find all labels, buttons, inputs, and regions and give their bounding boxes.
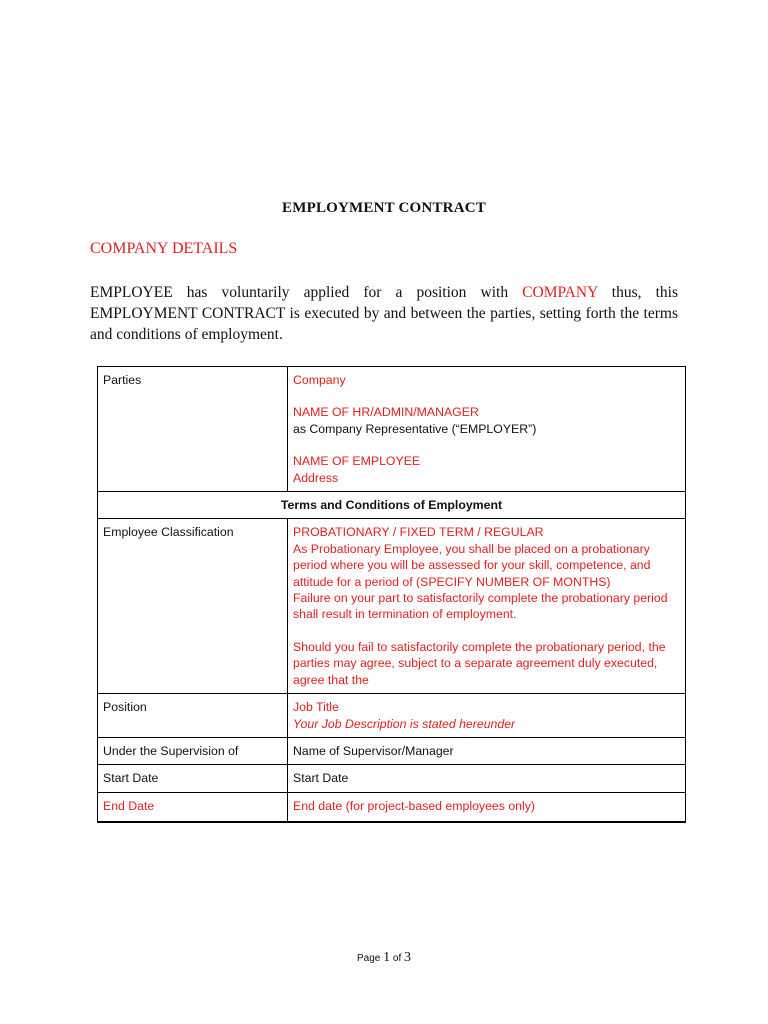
- start-date-value: Start Date: [288, 765, 686, 792]
- classification-p3: Should you fail to satisfactorily complete the probationary period, the parties may agree, subject to a separate agreement duly executed, agree that the: [293, 639, 666, 687]
- terms-heading: Terms and Conditions of Employment: [98, 492, 686, 519]
- supervision-value: Name of Supervisor/Manager: [288, 737, 686, 764]
- footer-page-word: Page: [356, 953, 384, 964]
- parties-employee: NAME OF EMPLOYEE: [293, 454, 421, 469]
- footer-current-page: 1: [383, 950, 391, 965]
- intro-text-2: thus, this EMPLOYMENT CONTRACT is executed by and between the parties, setting forth the terms and conditions of employment.: [90, 284, 678, 343]
- contract-table: [97, 366, 686, 823]
- table-row: [98, 792, 686, 822]
- end-date-value: End date (for project-based employees only): [288, 792, 686, 822]
- table-row: [98, 765, 686, 792]
- parties-manager: NAME OF HR/ADMIN/MANAGER: [293, 405, 479, 420]
- page-footer: [0, 950, 768, 966]
- classification-types: PROBATIONARY / FIXED TERM / REGULAR: [293, 525, 544, 540]
- parties-representative: as Company Representative (“EMPLOYER”): [293, 421, 537, 436]
- footer-total-pages: 3: [404, 950, 412, 965]
- footer-of-word: of: [390, 953, 405, 964]
- supervision-label: Under the Supervision of: [98, 737, 288, 764]
- table-row: [98, 519, 686, 694]
- position-job-title: Job Title: [293, 700, 339, 715]
- position-cell: [288, 694, 686, 738]
- classification-p2: Failure on your part to satisfactorily complete the probationary period shall result in termination of employment.: [293, 591, 668, 622]
- position-job-desc: Your Job Description is stated hereunder: [293, 716, 516, 731]
- classification-p1: As Probationary Employee, you shall be placed on a probationary period where you will be assessed for your skill, competence, and attitude for a period of (SPECIFY NUMBER OF MONTHS): [293, 541, 651, 589]
- parties-company: Company: [293, 373, 346, 387]
- intro-paragraph: [90, 282, 678, 345]
- parties-address: Address: [293, 470, 339, 485]
- intro-text-1: EMPLOYEE has voluntarily applied for a position with: [90, 284, 523, 301]
- position-label: Position: [98, 694, 288, 738]
- table-row: [98, 694, 686, 738]
- section-heading: COMPANY DETAILS: [90, 240, 238, 257]
- table-row: [98, 367, 686, 492]
- classification-cell: [288, 519, 686, 694]
- table-row: [98, 737, 686, 764]
- end-date-label: End Date: [98, 792, 288, 822]
- parties-label: Parties: [98, 367, 288, 492]
- classification-label: Employee Classification: [98, 519, 288, 694]
- start-date-label: Start Date: [98, 765, 288, 792]
- table-row: [98, 492, 686, 519]
- intro-company: COMPANY: [522, 284, 598, 301]
- document-title: EMPLOYMENT CONTRACT: [282, 200, 486, 216]
- parties-cell: [288, 367, 686, 492]
